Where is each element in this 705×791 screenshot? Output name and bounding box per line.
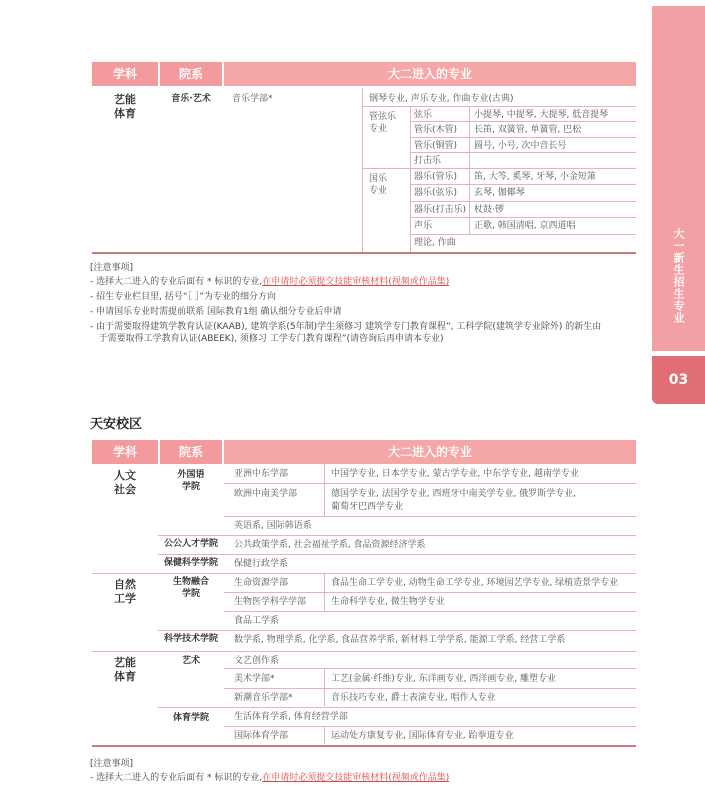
dept-writing: 文艺创作系 <box>234 656 280 666</box>
chapter-tab-label: 大一新生招生专业 <box>672 228 685 324</box>
wind-key-1: 弦乐 <box>414 110 433 120</box>
college-bio: 生物融合 学院 <box>172 577 209 599</box>
note-line-3: - 申请国乐专业时需提前联系 国际教育1组 确认细分专业后申请 <box>90 307 342 317</box>
guo-key-3: 器乐(打击乐) <box>414 205 467 215</box>
wind-key-3: 管乐(铜管) <box>414 141 458 151</box>
guo-val-1: 笛, 大笒, 奚琴, 牙琴, 小金短箫 <box>474 172 596 182</box>
header-subject: 学科 <box>92 440 158 464</box>
college-sport: 体育学院 <box>172 713 209 723</box>
dept-name: 音乐学部* <box>232 94 273 104</box>
note-text: - 选择大二进入的专业后面有 * 标识的专业, <box>90 277 263 287</box>
dept-fine-art: 美术学部* <box>234 674 275 684</box>
page-number: 03 <box>652 356 705 404</box>
note-line-1 <box>90 772 449 784</box>
major-life: 食品生命工学专业, 动物生命工学专业, 环境园艺学专业, 绿植造景学专业 <box>331 578 619 588</box>
major-intl-sport: 运动处方康复专业, 国际体育专业, 跆拳道专业 <box>331 731 514 741</box>
header-subject: 学科 <box>92 62 158 86</box>
note-highlight: 在申请时必须提交技能审核材料(视频或作品集) <box>262 773 450 783</box>
notes-title: [注意事项] <box>90 759 134 769</box>
wind-label: 管弦乐 专业 <box>369 112 397 134</box>
note-text: - 选择大二进入的专业后面有 * 标识的专业, <box>90 773 263 783</box>
cheonan-major-table <box>92 440 636 750</box>
college-name: 音乐·艺术 <box>171 94 211 104</box>
notes-block-1 <box>90 262 601 348</box>
major-europe-2: 葡萄牙巴西学专业 <box>331 502 404 512</box>
dept-life: 生命资源学部 <box>234 578 289 588</box>
major-new-music: 音乐技巧专业, 爵士表演专业, 唱作人专业 <box>331 693 496 703</box>
guo-val-3: 杖鼓·锣 <box>474 205 504 215</box>
header-college: 院系 <box>160 62 222 86</box>
subject-group: 艺能 体育 <box>114 93 136 120</box>
dept-science: 数学系, 物理学系, 化学系, 食品营养学系, 新材料工学学系, 能源工学系, 经营工学系 <box>234 635 566 645</box>
notes-title: [注意事项] <box>90 263 134 273</box>
dept-food: 食品工学系 <box>234 616 280 626</box>
notes-block-2 <box>90 758 449 787</box>
wind-val-1: 小提琴, 中提琴, 大提琴, 低音提琴 <box>474 110 609 120</box>
dept-intl-sport: 国际体育学部 <box>234 731 289 741</box>
college-public: 公公人才学院 <box>163 539 218 549</box>
note-line-2: - 招生专业栏目里, 括号“［ ］”为专业的细分方向 <box>90 292 277 302</box>
header-major: 大二进入的专业 <box>224 440 636 464</box>
college-science: 科学技术学院 <box>163 634 218 644</box>
wind-val-2: 长笛, 双簧管, 单簧管, 巴松 <box>474 125 582 135</box>
group-nature: 自然 工学 <box>114 578 136 605</box>
dept-public: 公共政策学系, 社会福祉学系, 食品资源经济学系 <box>234 540 426 550</box>
college-foreign: 外国语 学院 <box>177 470 205 492</box>
dept-new-music: 新潮音乐学部* <box>234 693 293 703</box>
college-art: 艺术 <box>181 656 200 666</box>
guo-last: 理论, 作曲 <box>414 238 456 248</box>
guo-key-4: 声乐 <box>414 221 433 231</box>
wind-key-2: 管乐(木管) <box>414 125 458 135</box>
note-line-4: - 由于需要取得建筑学教育认证(KAAB), 建筑学系(5年制)学生须修习 建筑学专门教育课程”, 工科学院(建筑学专业除外) 的新生由 <box>90 322 602 332</box>
guo-key-1: 器乐(管乐) <box>414 172 458 182</box>
major-fine-art: 工艺(金属·纤维)专业, 东洋画专业, 西洋画专业, 雕塑专业 <box>331 674 557 684</box>
major-europe-1: 德国学专业, 法国学专业, 西班牙中南美学专业, 俄罗斯学专业, <box>331 489 577 499</box>
wind-val-3: 圆号, 小号, 次中音长号 <box>474 141 567 151</box>
dept-asia: 亚洲中东学部 <box>234 469 289 479</box>
note-line-1 <box>90 276 601 288</box>
college-health: 保健科学学院 <box>163 558 218 568</box>
guo-label: 国乐 专业 <box>369 174 388 196</box>
major-asia: 中国学专业, 日本学专业, 蒙古学专业, 中东学专业, 越南学专业 <box>331 469 579 479</box>
guo-val-2: 玄琴, 伽倻琴 <box>474 188 525 198</box>
chapter-tab <box>652 6 705 351</box>
major-biomed: 生命科学专业, 微生物学专业 <box>331 597 445 607</box>
guo-key-2: 器乐(弦乐) <box>414 188 458 198</box>
dept-health: 保健行政学系 <box>234 559 289 569</box>
header-major: 大二进入的专业 <box>224 62 636 86</box>
table-header <box>92 440 636 464</box>
note-line-5: 于需要取得工学教育认证(ABEEK), 须修习 工学专门教育课程”(请咨询后再申请本专业) <box>90 334 444 344</box>
dept-english: 英语系, 国际韩语系 <box>234 521 312 531</box>
dept-europe: 欧洲中南美学部 <box>234 489 298 499</box>
guo-val-4: 正歌, 韩国清唱, 京西道唱 <box>474 221 576 231</box>
dept-biomed: 生物医学科学学部 <box>234 597 307 607</box>
section-title: 天安校区 <box>90 417 143 432</box>
group-humanities: 人文 社会 <box>114 469 136 496</box>
note-highlight: 在申请时必须提交技能审核材料(视频或作品集) <box>262 277 450 287</box>
group-arts: 艺能 体育 <box>114 656 136 683</box>
music-major-table <box>92 62 636 262</box>
dept-life-sport: 生活体育学系, 体育经营学部 <box>234 712 348 722</box>
table-header <box>92 62 636 86</box>
header-college: 院系 <box>160 440 222 464</box>
wind-key-4: 打击乐 <box>414 156 442 166</box>
music-top-line: 钢琴专业, 声乐专业, 作曲专业(古典) <box>369 94 514 104</box>
